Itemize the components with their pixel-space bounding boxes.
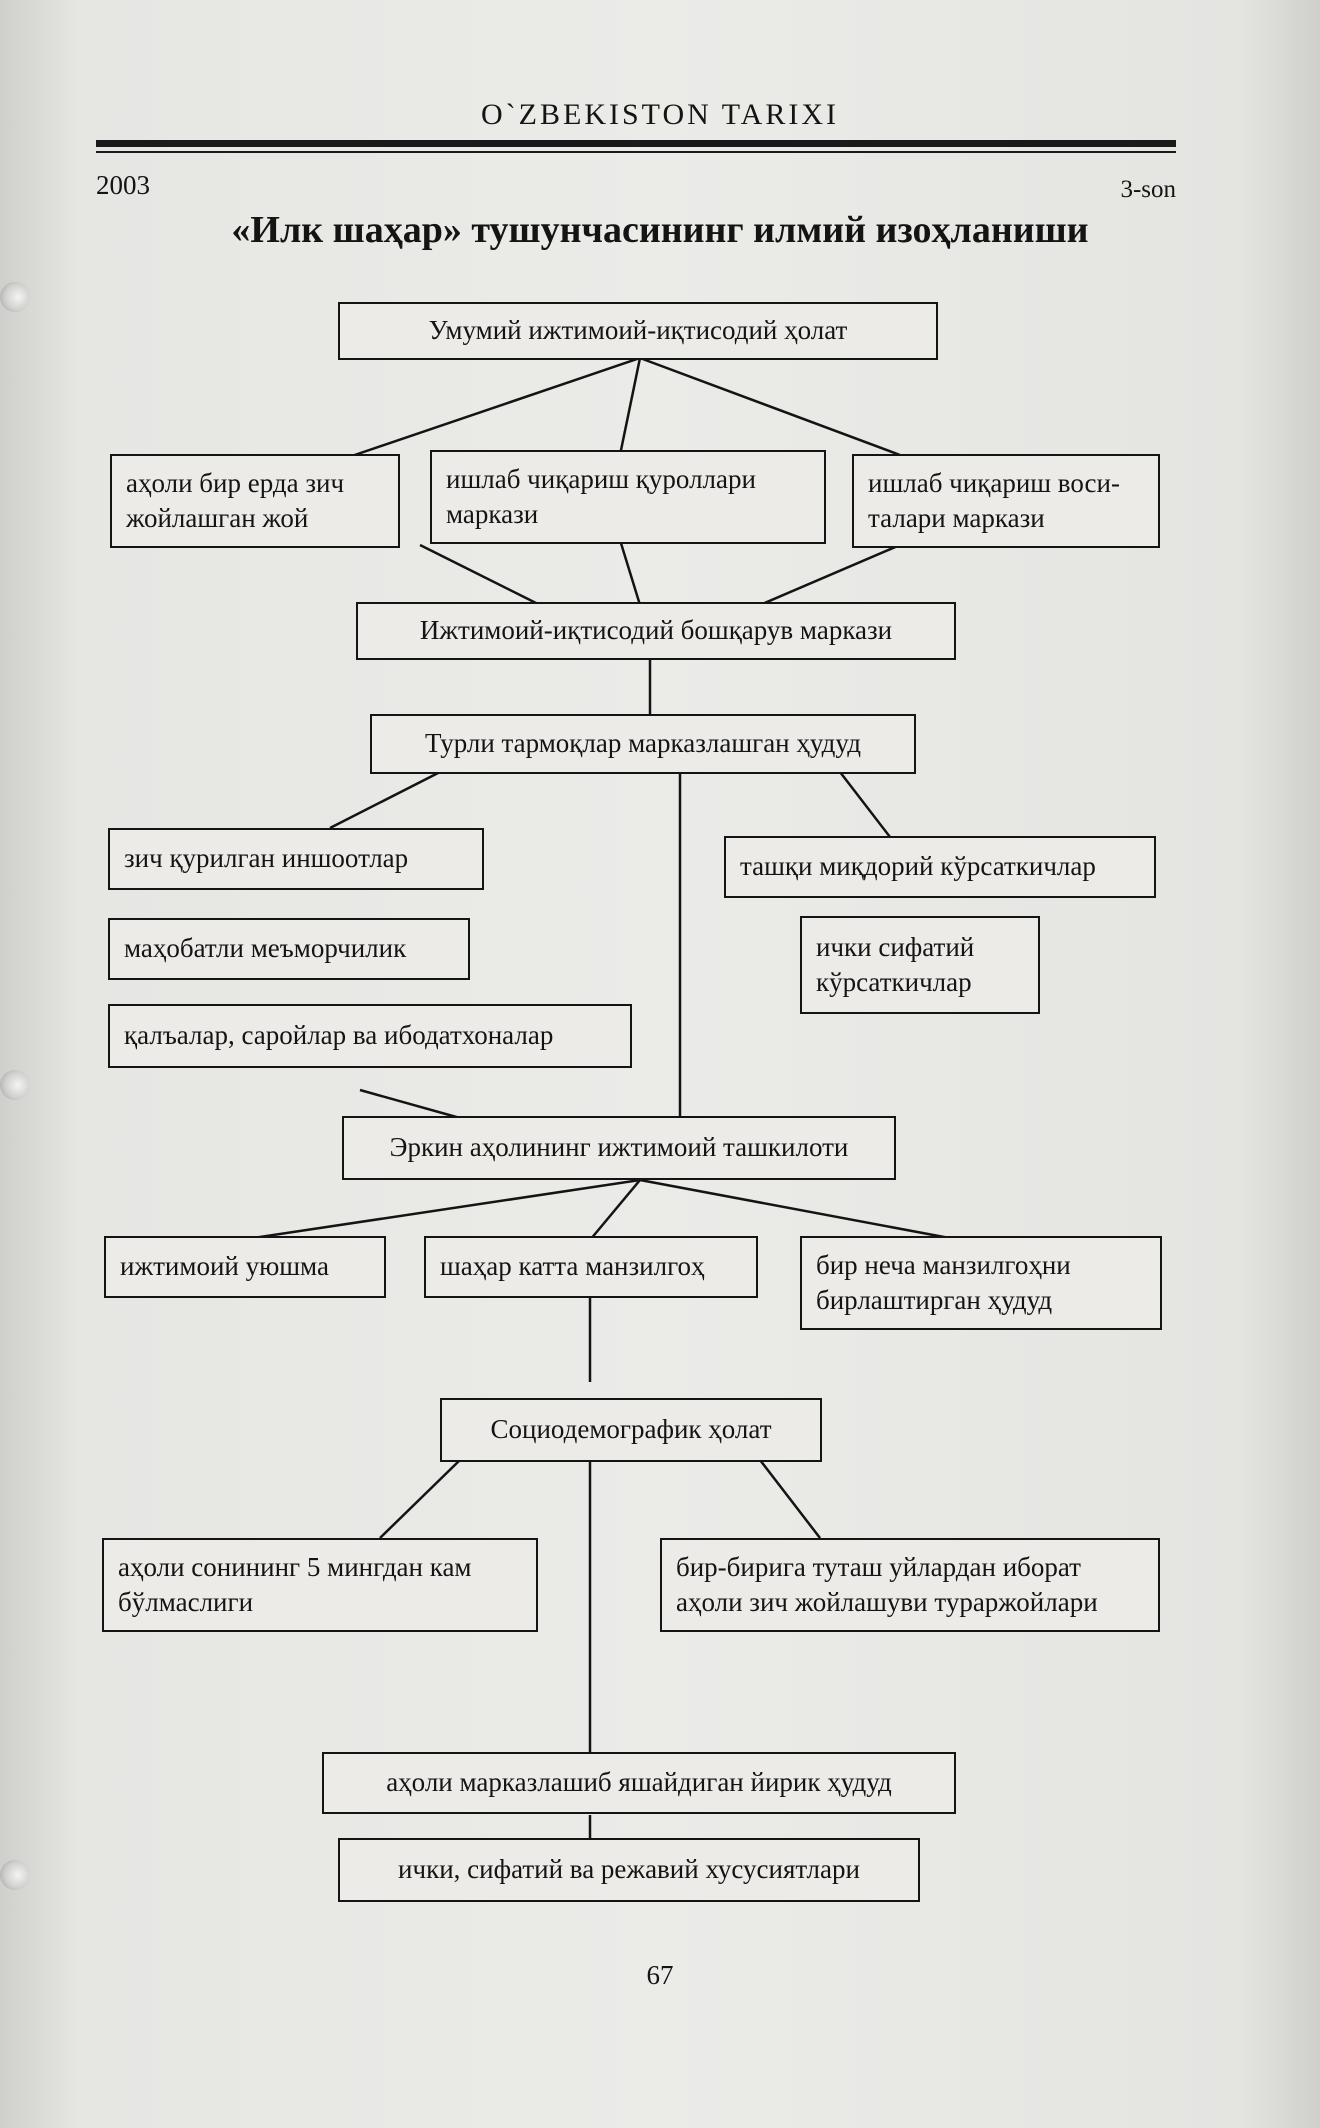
box-label-line1: ишлаб чиқариш воси- xyxy=(868,467,1120,498)
box-production-means-center xyxy=(852,454,1160,548)
box-fortresses-palaces-temples xyxy=(108,1004,632,1068)
article-title: «Илк шаҳар» тушунчасининг илмий изоҳланиши xyxy=(231,209,1089,251)
box-label-line2: бирлаштирган ҳудуд xyxy=(816,1285,1053,1315)
box-free-population-organization xyxy=(342,1116,896,1180)
box-label-line1: ишлаб чиқариш қуроллари xyxy=(446,463,756,494)
box-label-line2: жойлашган жой xyxy=(126,503,309,533)
box-multiple-settlements-territory xyxy=(800,1236,1162,1330)
box-label: Социодемографик ҳолат xyxy=(490,1414,772,1445)
box-label: Эркин аҳолининг ижтимоий ташкилоти xyxy=(389,1132,849,1163)
box-label: Умумий ижтимоий-иқтисодий ҳолат xyxy=(428,315,848,346)
page-number: 67 xyxy=(646,1960,674,1990)
box-general-socioeconomic-state xyxy=(338,302,938,360)
box-label: шаҳар катта манзилгоҳ xyxy=(440,1251,705,1282)
box-label: аҳоли марказлашиб яшайдиган йирик ҳудуд xyxy=(386,1767,892,1798)
box-internal-qualitative-indicators xyxy=(800,916,1040,1014)
box-label: маҳобатли меъморчилик xyxy=(124,933,407,964)
box-dense-population-place xyxy=(110,454,400,548)
box-label-line2: аҳоли зич жойлашуви тураржойлари xyxy=(676,1587,1098,1617)
box-dense-buildings xyxy=(108,828,484,890)
box-label-line2: кўрсаткичлар xyxy=(816,967,972,997)
box-label: қалъалар, саройлар ва ибодатхоналар xyxy=(124,1020,554,1051)
box-label: Турли тармоқлар марказлашган ҳудуд xyxy=(425,728,861,759)
issue-number: 3-son xyxy=(1120,176,1176,203)
box-label-line1: бир-бирига туташ уйлардан иборат xyxy=(676,1551,1081,1582)
box-large-populated-territory xyxy=(322,1752,956,1814)
box-sociodemographic-state xyxy=(440,1398,822,1462)
box-label-line1: бир неча манзилгоҳни xyxy=(816,1249,1071,1280)
box-population-min-5000 xyxy=(102,1538,538,1632)
box-label-line2: маркази xyxy=(446,499,539,529)
box-label: ички, сифатий ва режавий хусусиятлари xyxy=(398,1854,860,1885)
box-label: ижтимоий уюшма xyxy=(120,1251,329,1282)
box-label-line1: аҳоли сонининг 5 мингдан кам xyxy=(118,1551,472,1582)
box-label: зич қурилган иншоотлар xyxy=(124,843,409,874)
box-production-tools-center xyxy=(430,450,826,544)
box-external-quantitative-indicators xyxy=(724,836,1156,898)
box-city-large-settlement xyxy=(424,1236,758,1298)
box-label: ташқи миқдорий кўрсаткичлар xyxy=(740,851,1096,882)
box-label-line2: талари маркази xyxy=(868,503,1045,533)
box-social-union xyxy=(104,1236,386,1298)
box-label: Ижтимоий-иқтисодий бошқарув маркази xyxy=(419,615,893,646)
box-label-line2: бўлмаслиги xyxy=(118,1587,254,1617)
box-monumental-architecture xyxy=(108,918,470,980)
box-adjoining-houses-dwellings xyxy=(660,1538,1160,1632)
box-centralized-territory xyxy=(370,714,916,774)
box-label-line1: ички сифатий xyxy=(816,931,975,962)
box-management-center xyxy=(356,602,956,660)
box-internal-qualitative-planning-features xyxy=(338,1838,920,1902)
box-label-line1: аҳоли бир ерда зич xyxy=(126,467,345,498)
issue-year: 2003 xyxy=(96,170,150,200)
journal-name: O`ZBEKISTON TARIXI xyxy=(481,98,839,131)
